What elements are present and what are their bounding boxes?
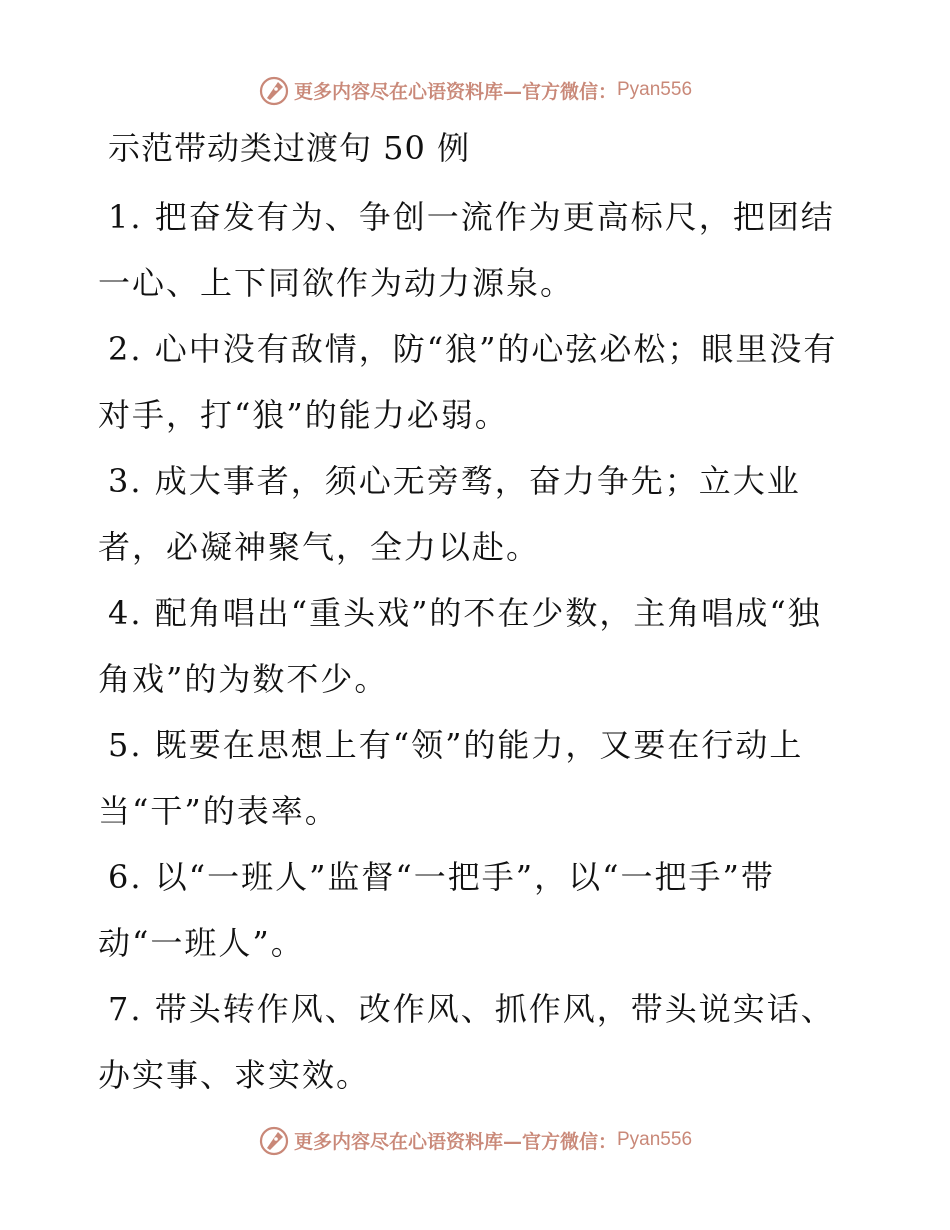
paragraph-1: 1. 把奋发有为、争创一流作为更高标尺，把团结一心、上下同欲作为动力源泉。 <box>98 198 835 302</box>
paragraph-3: 3. 成大事者，须心无旁骛，奋力争先；立大业者，必凝神聚气，全力以赴。 <box>98 462 801 566</box>
document-title: 示范带动类过渡句 50 例 <box>108 129 471 167</box>
header-watermark-id: Pyan556 <box>617 79 693 100</box>
paragraph-5: 5. 既要在思想上有“领”的能力，又要在行动上当“干”的表率。 <box>98 726 804 830</box>
paragraph-4: 4. 配角唱出“重头戏”的不在少数，主角唱成“独角戏”的为数不少。 <box>98 594 822 698</box>
paragraph-6: 6. 以“一班人”监督“一把手”，以“一把手”带动“一班人”。 <box>98 858 775 962</box>
document-body <box>98 122 838 1108</box>
footer-watermark-text: 更多内容尽在心语资料库—官方微信： <box>293 1130 617 1153</box>
footer-watermark-id: Pyan556 <box>617 1129 693 1150</box>
pen-nib-logo-icon <box>258 74 290 106</box>
paragraph-2: 2. 心中没有敌情，防“狼”的心弦必松；眼里没有对手，打“狼”的能力必弱。 <box>98 330 838 434</box>
header-watermark-text: 更多内容尽在心语资料库—官方微信： <box>293 80 617 103</box>
paragraph-7: 7. 带头转作风、改作风、抓作风，带头说实话、办实事、求实效。 <box>98 990 835 1094</box>
pen-nib-logo-icon <box>258 1124 290 1156</box>
header-watermark <box>0 70 950 110</box>
footer-watermark <box>0 1120 950 1160</box>
